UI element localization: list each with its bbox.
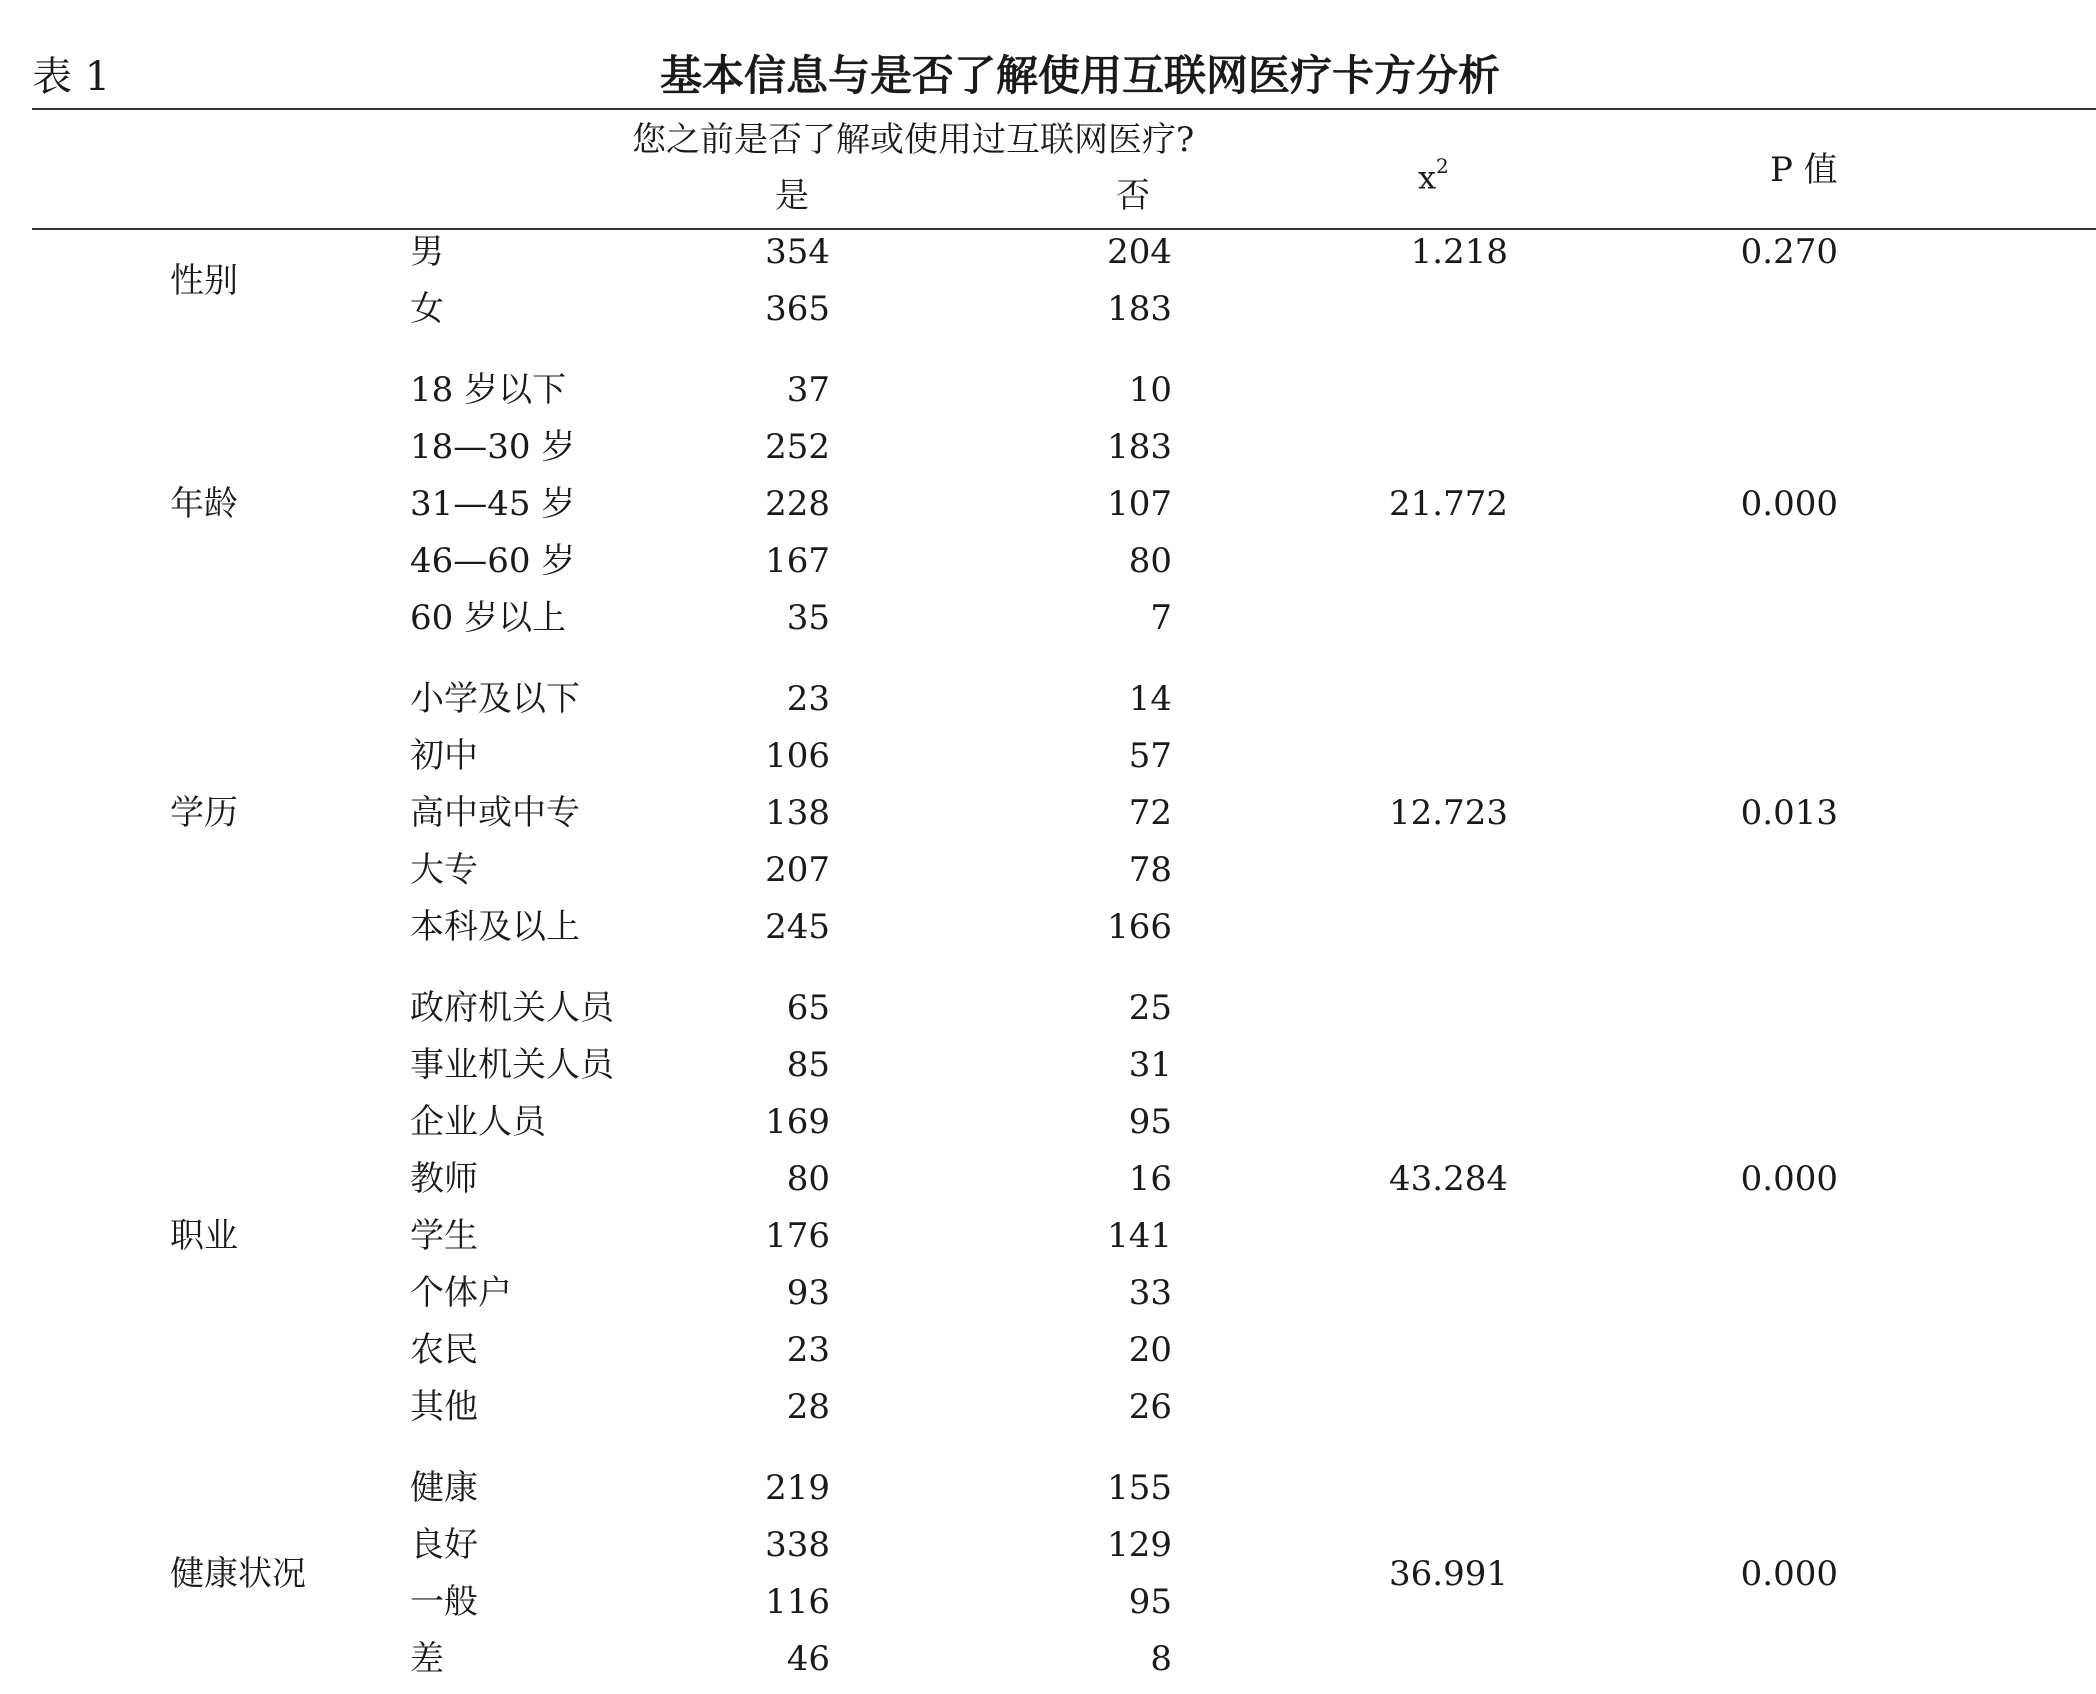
row-label: 男: [410, 232, 444, 272]
row-label: 高中或中专: [410, 793, 580, 833]
cell-no-count: 129: [1107, 1525, 1172, 1565]
row-label: 良好: [410, 1525, 478, 1565]
cell-no-count: 33: [1128, 1273, 1172, 1313]
row-label: 个体户: [410, 1273, 512, 1313]
group-category: 健康状况: [170, 1553, 306, 1594]
cell-yes-count: 106: [765, 736, 830, 776]
cell-no-count: 20: [1128, 1330, 1172, 1370]
cell-no-count: 155: [1107, 1468, 1172, 1508]
row-label: 小学及以下: [410, 679, 580, 719]
cell-no-count: 25: [1128, 988, 1172, 1028]
cell-no-count: 183: [1107, 427, 1172, 467]
cell-no-count: 14: [1128, 679, 1172, 719]
cell-no-count: 57: [1128, 736, 1172, 776]
cell-no-count: 78: [1128, 850, 1172, 890]
cell-yes-count: 23: [786, 679, 830, 719]
top-rule: [32, 108, 2096, 110]
header-chi-base: x: [1418, 158, 1437, 197]
cell-yes-count: 228: [765, 484, 830, 524]
cell-no-count: 8: [1150, 1639, 1172, 1679]
header-chi-square: [1418, 148, 1449, 200]
cell-yes-count: 138: [765, 793, 830, 833]
cell-no-count: 31: [1128, 1045, 1172, 1085]
cell-no-count: 204: [1107, 232, 1172, 272]
cell-no-count: 141: [1107, 1216, 1172, 1256]
group-chi-square: 21.772: [1389, 484, 1508, 524]
row-label: 一般: [410, 1582, 478, 1622]
cell-yes-count: 65: [786, 988, 830, 1028]
cell-yes-count: 245: [765, 907, 830, 947]
cell-no-count: 183: [1107, 289, 1172, 329]
table-label: 表 1: [32, 54, 111, 100]
group-chi-square: 43.284: [1389, 1159, 1508, 1199]
row-label: 18 岁以下: [410, 370, 567, 410]
group-p-value: 0.270: [1740, 232, 1838, 272]
group-chi-square: 36.991: [1389, 1553, 1508, 1594]
cell-no-count: 80: [1128, 541, 1172, 581]
cell-no-count: 72: [1128, 793, 1172, 833]
row-label: 农民: [410, 1330, 478, 1370]
row-label: 大专: [410, 850, 478, 890]
cell-yes-count: 338: [765, 1525, 830, 1565]
table-title: 基本信息与是否了解使用互联网医疗卡方分析: [659, 51, 1500, 100]
cell-yes-count: 37: [786, 370, 830, 410]
group-p-value: 0.013: [1740, 793, 1838, 833]
row-label: 31—45 岁: [410, 484, 576, 524]
cell-yes-count: 207: [765, 850, 830, 890]
cell-yes-count: 85: [786, 1045, 830, 1085]
group-p-value: 0.000: [1740, 484, 1838, 524]
cell-no-count: 16: [1128, 1159, 1172, 1199]
row-label: 事业机关人员: [410, 1045, 614, 1085]
cell-no-count: 26: [1128, 1387, 1172, 1427]
cell-no-count: 95: [1128, 1102, 1172, 1142]
cell-yes-count: 35: [786, 598, 830, 638]
cell-yes-count: 176: [765, 1216, 830, 1256]
row-label: 学生: [410, 1216, 478, 1256]
cell-no-count: 95: [1128, 1582, 1172, 1622]
header-no: 否: [1116, 176, 1150, 216]
cell-yes-count: 354: [765, 232, 830, 272]
group-category: 学历: [170, 793, 238, 833]
group-p-value: 0.000: [1740, 1553, 1838, 1594]
cell-no-count: 10: [1128, 370, 1172, 410]
row-label: 其他: [410, 1387, 478, 1427]
cell-yes-count: 169: [765, 1102, 830, 1142]
cell-yes-count: 80: [786, 1159, 830, 1199]
row-label: 女: [410, 289, 444, 329]
row-label: 教师: [410, 1159, 478, 1199]
row-label: 本科及以上: [410, 907, 580, 947]
group-chi-square: 12.723: [1389, 793, 1508, 833]
group-chi-square: 1.218: [1410, 232, 1508, 272]
cell-yes-count: 28: [786, 1387, 830, 1427]
cell-yes-count: 252: [765, 427, 830, 467]
row-label: 18—30 岁: [410, 427, 576, 467]
group-category: 年龄: [170, 484, 238, 524]
cell-yes-count: 365: [765, 289, 830, 329]
row-label: 初中: [410, 736, 478, 776]
group-category: 职业: [170, 1216, 238, 1256]
cell-no-count: 166: [1107, 907, 1172, 947]
cell-no-count: 107: [1107, 484, 1172, 524]
header-question: 您之前是否了解或使用过互联网医疗?: [632, 120, 1195, 160]
cell-yes-count: 46: [786, 1639, 830, 1679]
row-label: 企业人员: [410, 1102, 546, 1142]
cell-yes-count: 116: [765, 1582, 830, 1622]
row-label: 政府机关人员: [410, 988, 614, 1028]
row-label: 60 岁以上: [410, 598, 567, 638]
cell-yes-count: 219: [765, 1468, 830, 1508]
row-label: 46—60 岁: [410, 541, 576, 581]
row-label: 健康: [410, 1468, 478, 1508]
row-label: 差: [410, 1639, 444, 1679]
group-category: 性别: [170, 260, 238, 301]
cell-yes-count: 93: [786, 1273, 830, 1313]
cell-yes-count: 23: [786, 1330, 830, 1370]
header-p-value: P 值: [1770, 150, 1838, 190]
cell-no-count: 7: [1150, 598, 1172, 638]
header-yes: 是: [775, 176, 809, 216]
header-chi-sup: 2: [1436, 154, 1449, 178]
group-p-value: 0.000: [1740, 1159, 1838, 1199]
cell-yes-count: 167: [765, 541, 830, 581]
